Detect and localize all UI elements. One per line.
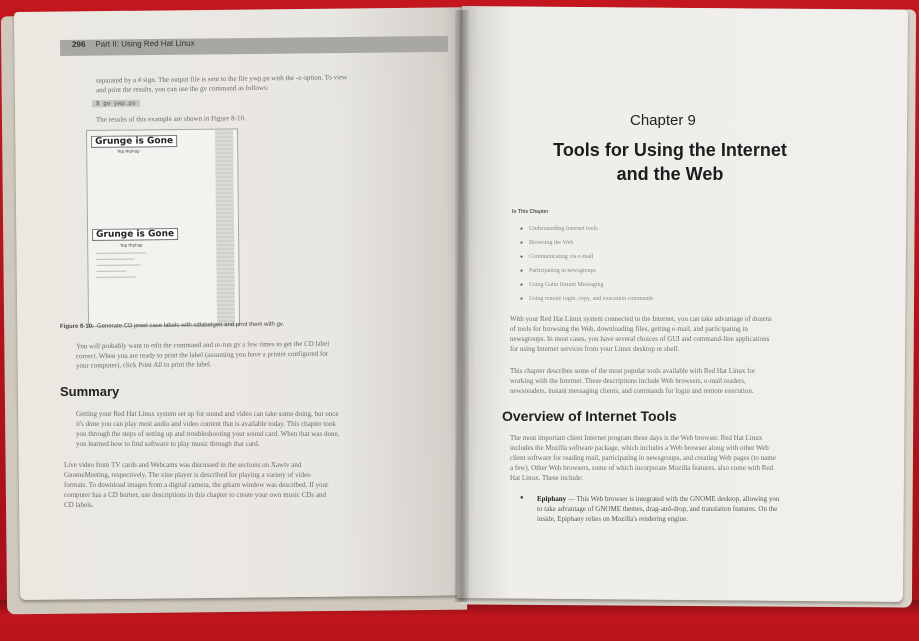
cd-label-title-bottom: Grunge is Gone xyxy=(92,228,178,241)
paragraph-line: Live video from TV cards and Webcams was discussed in the sections on Xawtv and xyxy=(64,461,302,469)
chapter-title-line-1: Tools for Using the Internet xyxy=(553,140,787,160)
paragraph-line: working with the Internet. These descriptions include Web browsers, e-mail readers, xyxy=(510,377,746,385)
chapter-title xyxy=(520,138,820,186)
paragraph-line: Getting your Red Hat Linux system set up for sound and video can take some doing, but once xyxy=(76,410,339,418)
epiphany-line-2: to take advantage of GNOME themes, drag-and-drop, and translation features. On the xyxy=(537,505,778,513)
figure-reference: The results of this example are shown in Figure 8-10. xyxy=(95,114,246,124)
intro-line-1: separated by a # sign. The output file is sent to the file ywp.ps with the -o option. To view xyxy=(95,73,348,85)
paragraph-line: newsgroups. In most cases, you have several choices of GUI and command-line applications xyxy=(510,335,770,343)
paragraph-line: This chapter describes some of the most popular tools available with Red Hat Linux for xyxy=(510,367,756,375)
epiphany-line-3: inside, Epiphany relies on Mozilla's rendering engine. xyxy=(537,515,688,523)
page-number: 296 xyxy=(72,39,86,49)
list-item: ● Browsing the Web xyxy=(520,236,654,250)
paragraph-line: your computer), click Print All to print the label. xyxy=(75,360,212,370)
paragraph-line: for using Internet services from your Linux desktop or shell. xyxy=(510,345,680,353)
paragraph-line: of tools for browsing the Web, downloading files, getting e-mail, and participating in xyxy=(510,325,748,333)
paragraph-line: correct. When you are ready to print the label (assuming you have a printer configured for xyxy=(75,349,329,361)
chapter-label: Chapter 9 xyxy=(630,112,696,129)
cd-label-subtitle-top: Yep Hiphop xyxy=(117,148,140,154)
track-line xyxy=(97,276,137,277)
epiphany-item xyxy=(537,494,779,524)
cd-label-subtitle-bottom: Yep Hiphop xyxy=(120,242,143,248)
book-gutter xyxy=(455,10,469,602)
paragraph-line: computer has a CD burner, use descriptions in this chapter to create your own music CDs and xyxy=(64,491,326,499)
paragraph-line: You will probably want to edit the command and re-run gv a few times to get the CD label xyxy=(75,339,330,351)
paragraph-line: you through the steps of setting up and troubleshooting your sound card. When that was done, xyxy=(76,430,340,438)
paragraph-line: you learned how to find software to play music through that card. xyxy=(76,440,260,448)
paragraph-line: CD labels. xyxy=(64,501,94,509)
track-line xyxy=(96,252,146,254)
paragraph-line: formats. To download images from a digital camera, the gtkam window was described. If your xyxy=(64,481,329,489)
paragraph-line: it's done you can play most audio and video content that is available today. This chapter took xyxy=(76,420,336,428)
overview-heading: Overview of Internet Tools xyxy=(502,408,677,424)
track-line xyxy=(96,264,140,265)
list-item: ● Using Gaim Instant Messaging xyxy=(520,278,654,292)
list-item: ● Understanding Internet tools xyxy=(520,222,654,236)
list-item: ● Participating in newsgroups xyxy=(520,264,654,278)
epiphany-line-1: — This Web browser is integrated with the GNOME desktop, allowing you xyxy=(566,495,780,503)
paragraph-line: includes the Mozilla software package, which includes a Web browser along with other Web xyxy=(510,444,769,452)
track-line xyxy=(96,259,134,260)
paragraph-line: newsreaders, instant messaging clients, and commands for login and remote execution. xyxy=(510,387,754,395)
running-head xyxy=(72,39,195,49)
running-head-title: Part II: Using Red Hat Linux xyxy=(95,38,195,49)
paragraph-line: a few). Other Web browsers, some of which incorporate Mozilla features, also come with Red xyxy=(510,464,774,472)
list-item: ● Communicating via e-mail xyxy=(520,250,654,264)
cd-spine-strip xyxy=(215,129,235,324)
summary-heading: Summary xyxy=(60,384,120,399)
paragraph-line: GnomeMeeting, respectively. The xine player is described for playing a variety of video xyxy=(64,471,311,479)
code-sample: $ gv ywp.ps xyxy=(92,100,140,107)
cd-label-title-top: Grunge is Gone xyxy=(91,135,177,148)
paragraph-line: Hat Linux. These include: xyxy=(510,474,583,482)
left-page xyxy=(14,7,468,600)
paragraph-line: client software for reading mail, participating in newsgroups, and creating Web pages (to name xyxy=(510,454,776,462)
caption-text: Generate CD jewel case labels with cdlabelgen and print them with gv. xyxy=(97,321,285,330)
epiphany-term: Epiphany xyxy=(537,495,567,503)
bullet-icon: ● xyxy=(520,495,524,501)
list-item: ● Using remote login, copy, and execution commands xyxy=(520,292,654,306)
chapter-topics-list xyxy=(520,222,654,306)
chapter-title-line-2: and the Web xyxy=(616,164,724,184)
paragraph-line: With your Red Hat Linux system connected to the Internet, you can take advantage of dozens xyxy=(510,315,772,323)
in-this-chapter-label: In This Chapter xyxy=(512,209,549,215)
track-line xyxy=(96,271,126,272)
paragraph-line: The most important client Internet program these days is the Web browser. Red Hat Linux xyxy=(510,434,763,442)
caption-label: Figure 8-10: xyxy=(60,323,95,330)
intro-line-2: and print the results, you can use the gv command as follows: xyxy=(95,83,269,95)
figure-8-10 xyxy=(86,128,240,327)
